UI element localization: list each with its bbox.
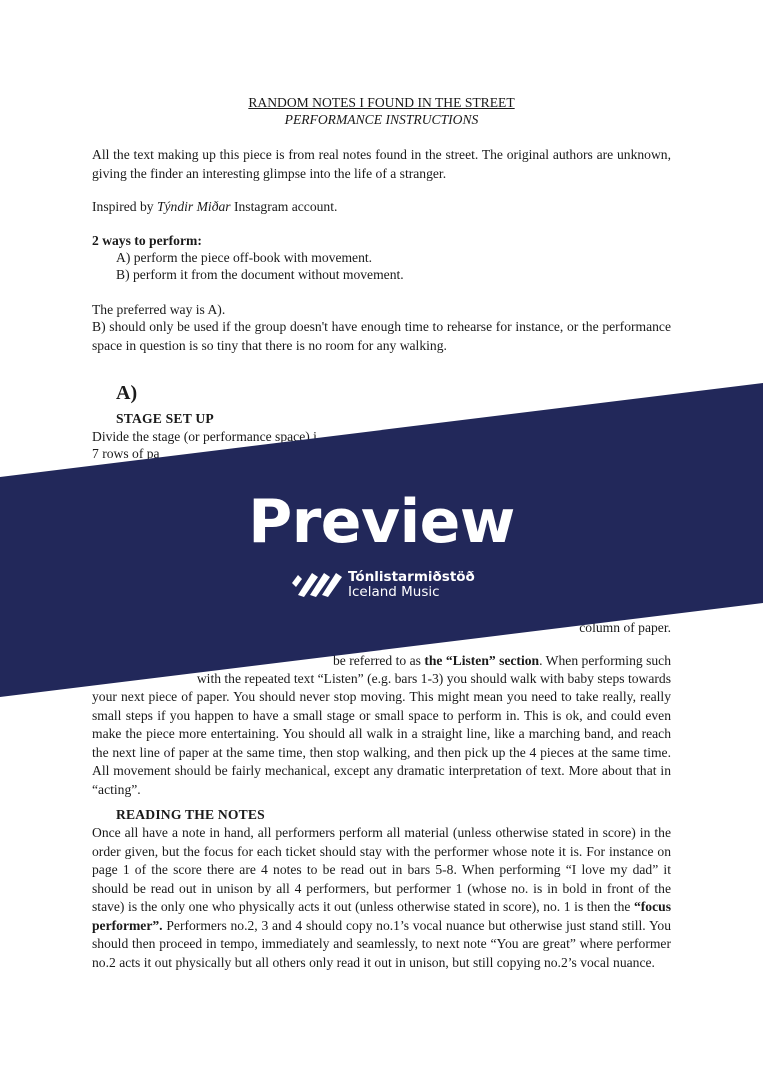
focus-performer-term: “focus performer”. [92, 899, 671, 933]
document-title: RANDOM NOTES I FOUND IN THE STREET [248, 95, 515, 110]
inspired-line: Inspired by Týndir Miðar Instagram account. [92, 199, 338, 214]
way-b-item: B) perform it from the document without movement. [116, 267, 404, 282]
preview-watermark-label: Preview [248, 487, 515, 557]
iceland-music-logo [292, 569, 482, 603]
column-line-tail: column of paper. [579, 620, 671, 635]
reading-notes-heading: READING THE NOTES [116, 807, 265, 822]
brand-name-english: Iceland Music [348, 584, 440, 600]
ways-heading: 2 ways to perform: [92, 233, 202, 248]
document-subtitle: PERFORMANCE INSTRUCTIONS [284, 112, 479, 127]
way-a-item: A) perform the piece off-book with movement. [116, 250, 373, 265]
listen-section-term: the “Listen” section [424, 653, 540, 668]
listen-paragraph: your next piece of paper. You should never stop moving. This might mean you need to take really, really small steps if you happen to have a small stage or small space to perform in. This is ok, and could even make the piece more entertaining. You should all walk in a straight line, like a marching band, and reach the next line of paper at the same time, then stop walking, and then pick up the 4 pieces at the same time. All movement should be fairly mechanical, except any dramatic interpretation of text. More about that in “acting”. [92, 689, 671, 797]
stage-setup-heading: STAGE SET UP [116, 411, 214, 426]
stage-line-2: 7 rows of pa [92, 446, 160, 461]
section-a-heading: A) [116, 382, 138, 404]
reading-notes-paragraph: Once all have a note in hand, all performers perform all material (unless otherwise stated in score) in the order given, but the focus for each ticket should stay with the performer whose note it is. For instance on page 1 of the score there are 4 notes to be read out in bars 5-8. When performing “I love my dad” it should be read out in unison by all 4 performers, but performer 1 (whose no. is in bold in front of the stave) is the only one who physically acts it out (unless otherwise stated in score), no. 1 is then the “focus performer”. Performers no.2, 3 and 4 should copy no.1’s vocal nuance but otherwise just stand still. You should then proceed in tempo, immediately and seamlessly, to next note “You are great” where performer no.2 acts it out physically but all others only read it out in unison, but still copying no.2’s vocal nuance. [92, 825, 671, 970]
brand-name-icelandic: Tónlistarmiðstöð [348, 569, 475, 585]
iceland-music-logo-icon [292, 571, 344, 597]
listen-line-2: with the repeated text “Listen” (e.g. bars 1-3) you should walk with baby steps towards [196, 671, 671, 686]
intro-paragraph: All the text making up this piece is from real notes found in the street. The original authors are unknown, giving the finder an interesting glimpse into the life of a stranger. [92, 147, 671, 181]
preferred-b-paragraph: B) should only be used if the group doesn't have enough time to rehearse for instance, or the performance space in question is so tiny that there is no room for any walking. [92, 319, 671, 353]
preferred-line: The preferred way is A). [92, 302, 226, 317]
inspired-account-name: Týndir Miðar [156, 199, 231, 214]
stage-line-1: Divide the stage (or performance space) i [92, 429, 317, 444]
listen-line-1: be referred to as the “Listen” section. When performing such [332, 653, 671, 668]
